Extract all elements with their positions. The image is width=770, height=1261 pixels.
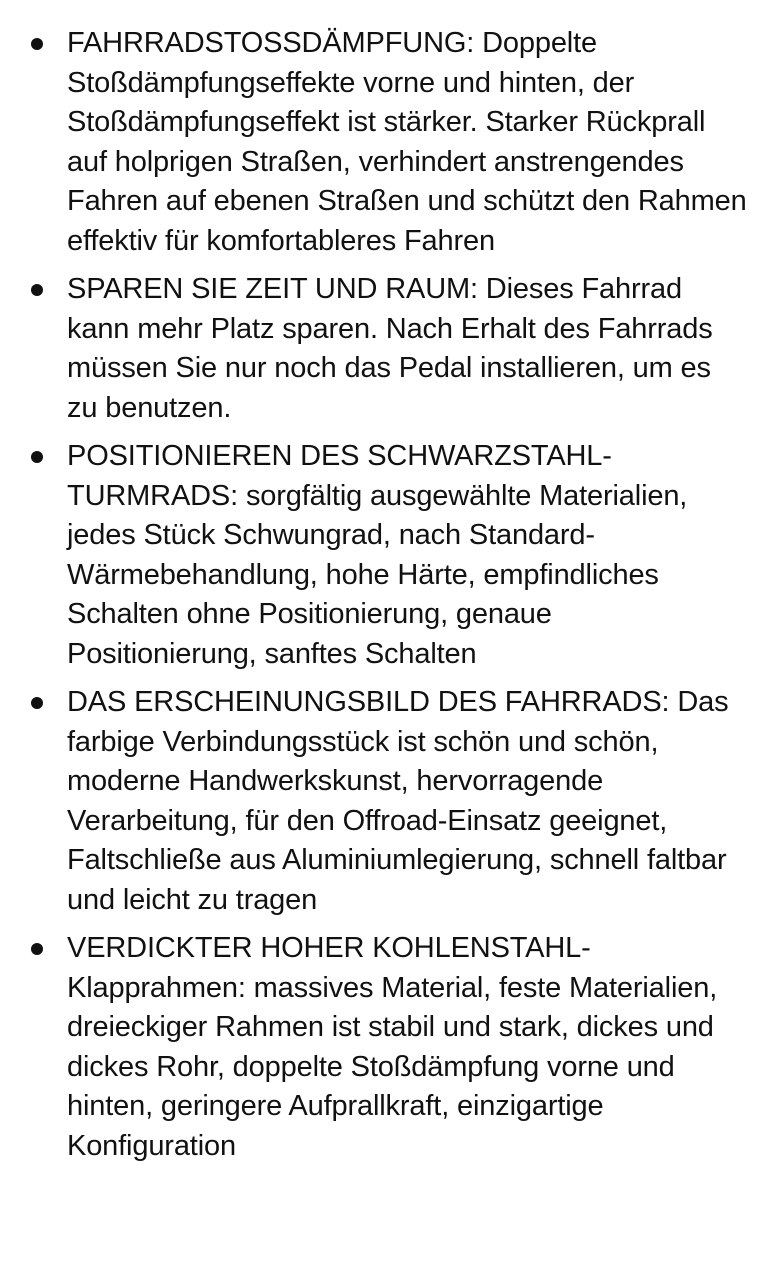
bullet-icon xyxy=(31,697,43,709)
feature-text: FAHRRADSTOSSDÄMPFUNG: Doppelte Stoßdämpfungseffekte vorne und hinten, der Stoßdämpfungseffekt ist stärker. Starker Rückprall auf holprigen Straßen, verhindert anstrengendes Fahren auf ebenen Straßen und schützt den Rahmen effektiv für komfortableres Fahren xyxy=(67,27,747,257)
feature-item-shock-absorption xyxy=(0,24,770,261)
feature-text: VERDICKTER HOHER KOHLENSTAHL-Klapprahmen: massives Material, feste Materialien, dreieckiger Rahmen ist stabil und stark, dickes und dickes Rohr, doppelte Stoßdämpfung vorne und hinten, geringere Aufprallkraft, einzigartige Konfiguration xyxy=(67,932,718,1162)
feature-bullet-list xyxy=(0,24,770,1175)
feature-text: POSITIONIEREN DES SCHWARZSTAHL-TURMRADS: sorgfältig ausgewählte Materialien, jedes Stück Schwungrad, nach Standard-Wärmebehandlung, hohe Härte, empfindliches Schalten ohne Positionierung, genaue Positionierung, sanftes Schalten xyxy=(67,440,688,670)
feature-text: SPAREN SIE ZEIT UND RAUM: Dieses Fahrrad kann mehr Platz sparen. Nach Erhalt des Fahrrads müssen Sie nur noch das Pedal installieren, um es zu benutzen. xyxy=(67,273,713,424)
feature-item-save-space xyxy=(0,270,770,428)
feature-item-appearance xyxy=(0,683,770,920)
bullet-icon xyxy=(31,451,43,463)
bullet-icon xyxy=(31,38,43,50)
feature-item-frame xyxy=(0,929,770,1166)
feature-item-tower-wheel xyxy=(0,437,770,674)
bullet-icon xyxy=(31,943,43,955)
feature-text: DAS ERSCHEINUNGSBILD DES FAHRRADS: Das farbige Verbindungsstück ist schön und schön, moderne Handwerkskunst, hervorragende Verarbeitung, für den Offroad-Einsatz geeignet, Faltschließe aus Aluminiumlegierung, schnell faltbar und leicht zu tragen xyxy=(67,686,729,916)
bullet-icon xyxy=(31,284,43,296)
